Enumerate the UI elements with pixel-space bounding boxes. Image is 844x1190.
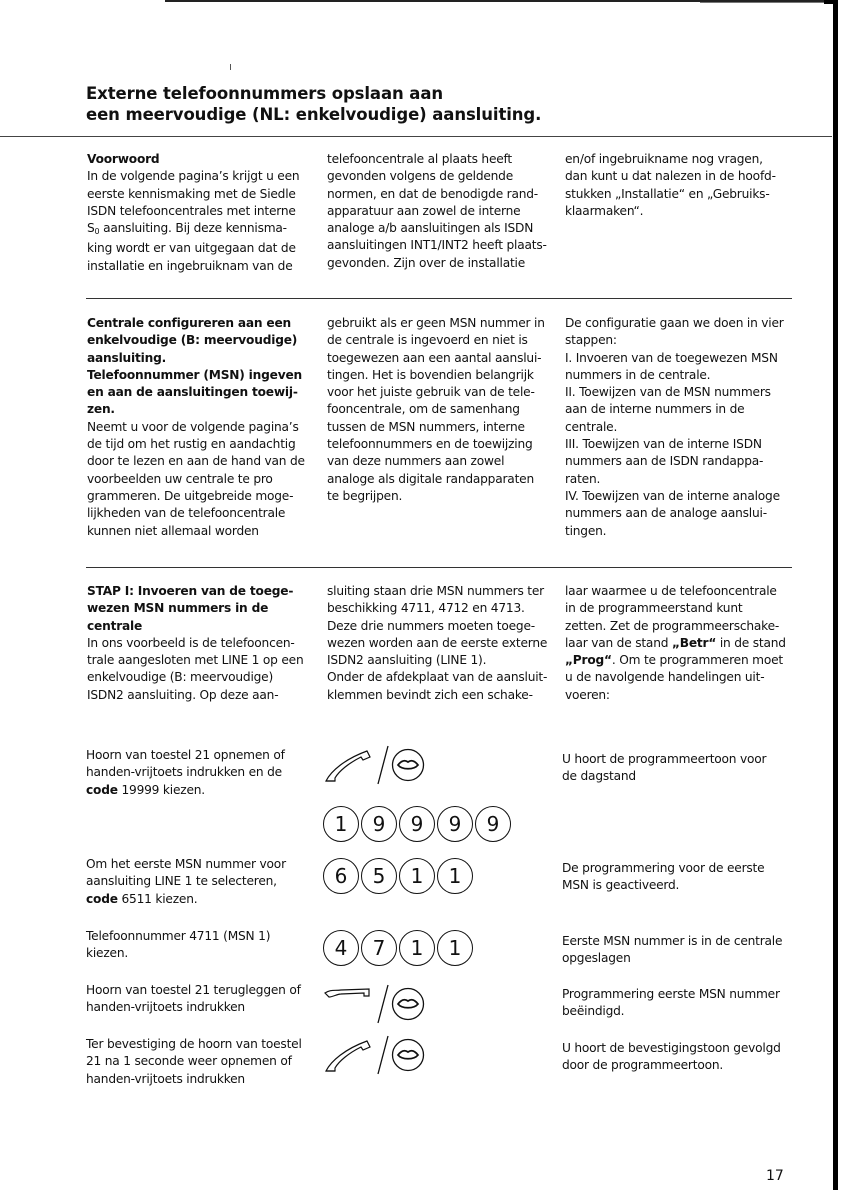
keypad-digit: 6 [323, 858, 359, 894]
step-2-result [562, 860, 802, 895]
code-label: code [86, 782, 118, 797]
step-1-icons [323, 744, 425, 786]
step-list-item: IV. Toewijzen van de interne analoge [565, 488, 780, 503]
text-line: beëindigd. [562, 1004, 625, 1019]
text-line: Neemt u voor de volgende pagina’s [87, 419, 299, 434]
text-line: voor het juiste gebruik van de tele- [327, 385, 535, 400]
step-4-instruction [86, 982, 316, 1017]
section-divider [86, 567, 792, 568]
keypad-digit: 9 [399, 806, 435, 842]
text-line: nummers aan de analoge aanslui- [565, 506, 767, 521]
text-line: Om het eerste MSN nummer voor [86, 857, 286, 871]
keypad-digit: 7 [361, 930, 397, 966]
text-line: Telefoonnummer 4711 (MSN 1) [86, 929, 271, 943]
text-line: voeren: [565, 687, 610, 702]
text-line: analoge als digitale randapparaten [327, 471, 534, 486]
step-3-result [562, 933, 802, 968]
section-heading-line: en aan de aansluitingen toewij- [87, 385, 298, 400]
text-line: tingen. Het is bovendien belangrijk [327, 367, 534, 382]
text-line: tingen. [565, 523, 607, 538]
step-1-result [562, 751, 802, 786]
text-line: voorbeelden uw centrale te pro [87, 471, 273, 486]
text-line: installatie en ingebruiknam van de [87, 258, 293, 273]
section-heading-line: STAP I: Invoeren van de toege- [87, 584, 294, 598]
text-line: Onder de afdekplaat van de aansluit- [327, 670, 548, 685]
text-line: klaarmaken“. [565, 203, 644, 218]
handset-lift-icon [323, 745, 375, 785]
text-line: Hoorn van toestel 21 terugleggen of [86, 983, 301, 997]
keypad-digit: 9 [437, 806, 473, 842]
section-heading-line: centrale [87, 618, 143, 633]
step-list-item: II. Toewijzen van de MSN nummers [565, 385, 771, 400]
text-line: handen-vrijtoets indrukken [86, 1000, 245, 1015]
keypad-sequence-6511 [323, 858, 473, 894]
text-line: Eerste MSN nummer is in de centrale [562, 934, 783, 948]
text-line: Deze drie nummers moeten toege- [327, 618, 535, 633]
keypad-digit: 5 [361, 858, 397, 894]
text-line: fooncentrale, om de samenhang [327, 402, 520, 417]
text-line: In de volgende pagina’s krijgt u een [87, 169, 300, 184]
title-line-2: een meervoudige (NL: enkelvoudige) aansluiting. [86, 105, 542, 124]
text-line: sluiting staan drie MSN nummers ter [327, 584, 544, 598]
text-line: analoge a/b aansluitingen als ISDN [327, 221, 534, 236]
text-line: u de navolgende handelingen uit- [565, 670, 765, 685]
text-line: wezen worden aan de eerste externe [327, 635, 548, 650]
text-line: door de programmeertoon. [562, 1058, 724, 1073]
text-line: beschikking 4711, 4712 en 4713. [327, 601, 525, 616]
s0-symbol: S [87, 221, 95, 236]
text-line: gevonden volgens de geldende [327, 169, 514, 184]
text-line: telefooncentrale al plaats heeft [327, 152, 512, 166]
slash-separator [375, 983, 391, 1025]
text-line: aansluiting LINE 1 te selecteren, [86, 874, 277, 889]
speaker-lips-icon [391, 1038, 425, 1072]
keypad-digit: 1 [399, 858, 435, 894]
step-5-result [562, 1040, 802, 1075]
step-1-instruction [86, 747, 316, 799]
configure-column-1 [87, 315, 312, 540]
text-line: ISDN2 aansluiting (LINE 1). [327, 653, 487, 668]
section-heading-line: Telefoonnummer (MSN) ingeven [87, 367, 303, 382]
text-line: grammeren. De uitgebreide moge- [87, 488, 294, 503]
section-heading-line: zen. [87, 402, 115, 417]
text-line: en/of ingebruikname nog vragen, [565, 152, 763, 166]
step-5-instruction [86, 1036, 316, 1088]
text-fragment: aansluiting. Bij deze kennisma- [103, 221, 287, 236]
foreword-column-1 [87, 151, 312, 275]
step-list-item: III. Toewijzen van de interne ISDN [565, 437, 762, 452]
text-line: klemmen bevindt zich een schake- [327, 687, 533, 702]
step-4-icons [323, 983, 425, 1025]
step-4-result [562, 986, 802, 1021]
text-line: de tijd om het rustig en aandachtig [87, 437, 296, 452]
text-line: in de programmeerstand kunt [565, 601, 743, 616]
keypad-digit: 9 [361, 806, 397, 842]
title-line-1: Externe telefoonnummers opslaan aan [86, 84, 444, 103]
section-heading-line: Centrale configureren aan een [87, 316, 292, 330]
text-line: ISDN2 aansluiting. Op deze aan- [87, 687, 279, 702]
text-line: raten. [565, 471, 601, 486]
text-line: nummers in de centrale. [565, 367, 711, 382]
text-line: In ons voorbeeld is de telefooncen- [87, 635, 295, 650]
text-line: de dagstand [562, 769, 636, 784]
text-line: dan kunt u dat nalezen in de hoofd- [565, 169, 776, 184]
text-line: zetten. Zet de programmeerschake- [565, 618, 780, 633]
text-line: enkelvoudige (B: meervoudige) [87, 670, 274, 685]
title-divider [0, 136, 832, 137]
configure-column-3 [565, 315, 797, 540]
foreword-column-3 [565, 151, 797, 220]
section-heading-line: aansluiting. [87, 350, 167, 365]
text-line: Programmering eerste MSN nummer [562, 987, 780, 1001]
section-divider [86, 298, 792, 299]
text-line: stappen: [565, 333, 617, 348]
text-line: ISDN telefooncentrales met interne [87, 203, 296, 218]
text-line: eerste kennismaking met de Siedle [87, 186, 296, 201]
text-line: De configuratie gaan we doen in vier [565, 316, 784, 330]
switch-position-prog: „Prog“ [565, 653, 612, 668]
text-line: handen-vrijtoets indrukken [86, 1071, 245, 1086]
section-heading-line: enkelvoudige (B: meervoudige) [87, 333, 298, 348]
text-line: door te lezen en aan de hand van de [87, 454, 305, 469]
text-line: Ter bevestiging de hoorn van toestel [86, 1037, 302, 1051]
text-fragment: in de stand [716, 635, 786, 650]
page-number: 17 [766, 1168, 784, 1184]
keypad-digit: 1 [437, 930, 473, 966]
text-line: laar waarmee u de telefooncentrale [565, 584, 777, 598]
step1-column-3 [565, 583, 797, 704]
scan-speck [230, 64, 231, 70]
page-top-edge-shadow [700, 2, 830, 3]
keypad-digit: 1 [399, 930, 435, 966]
text-line: U hoort de bevestigingstoon gevolgd [562, 1041, 781, 1055]
text-line: nummers aan de ISDN randappa- [565, 454, 764, 469]
s0-subscript: 0 [94, 227, 100, 237]
text-line: tussen de MSN nummers, interne [327, 419, 525, 434]
text-line: U hoort de programmeertoon voor [562, 752, 767, 766]
code-value: 19999 kiezen. [117, 782, 205, 797]
switch-position-betr: „Betr“ [671, 635, 717, 650]
text-line: toegewezen aan een aantal aanslui- [327, 350, 542, 365]
text-line: kunnen niet allemaal worden [87, 523, 259, 538]
speaker-lips-icon [391, 987, 425, 1021]
code-line [86, 782, 316, 799]
configure-column-2 [327, 315, 555, 505]
code-label: code [86, 891, 118, 906]
keypad-digit: 1 [323, 806, 359, 842]
text-line: opgeslagen [562, 951, 631, 966]
text-line: gevonden. Zijn over de installatie [327, 255, 526, 270]
page-title [86, 83, 646, 125]
keypad-digit: 1 [437, 858, 473, 894]
text-line-betr [565, 635, 797, 652]
text-line: trale aangesloten met LINE 1 op een [87, 653, 304, 668]
text-line-prog [565, 652, 797, 669]
keypad-sequence-4711 [323, 930, 473, 966]
speaker-lips-icon [391, 748, 425, 782]
step1-column-1 [87, 583, 312, 704]
step-5-icons [323, 1034, 425, 1076]
step-3-instruction [86, 928, 316, 963]
foreword-column-2 [327, 151, 555, 272]
text-line: de centrale is ingevoerd en niet is [327, 333, 528, 348]
text-line-s0 [87, 220, 312, 240]
text-line: van deze nummers aan zowel [327, 454, 505, 469]
text-line: lijkheden van de telefooncentrale [87, 506, 286, 521]
text-line: telefoonnummers en de toewijzing [327, 437, 533, 452]
text-line: handen-vrijtoets indrukken en de [86, 765, 282, 780]
text-fragment: . Om te programmeren moet [611, 653, 783, 668]
text-line: normen, en dat de benodigde rand- [327, 186, 539, 201]
text-line: stukken „Installatie“ en „Gebruiks- [565, 186, 770, 201]
keypad-sequence-19999 [323, 806, 511, 842]
step-2-instruction [86, 856, 316, 908]
section-heading-line: wezen MSN nummers in de [87, 601, 269, 616]
handset-lift-icon [323, 1035, 375, 1075]
text-line: apparatuur aan zowel de interne [327, 203, 521, 218]
page-right-edge [833, 2, 838, 1190]
text-line: De programmering voor de eerste [562, 861, 765, 875]
step-list-item: I. Invoeren van de toegewezen MSN [565, 350, 778, 365]
handset-hangup-icon [323, 984, 375, 1024]
text-fragment: laar van de stand [565, 635, 672, 650]
step1-column-2 [327, 583, 555, 704]
text-line: 21 na 1 seconde weer opnemen of [86, 1054, 292, 1069]
text-line: te begrijpen. [327, 488, 403, 503]
text-line: Hoorn van toestel 21 opnemen of [86, 748, 285, 762]
keypad-digit: 9 [475, 806, 511, 842]
keypad-digit: 4 [323, 930, 359, 966]
text-line: MSN is geactiveerd. [562, 878, 680, 893]
text-line: aan de interne nummers in de [565, 402, 745, 417]
text-line: kiezen. [86, 946, 129, 961]
slash-separator [375, 744, 391, 786]
text-line: centrale. [565, 419, 618, 434]
code-value: 6511 kiezen. [117, 891, 198, 906]
code-line [86, 891, 316, 908]
text-line: aansluitingen INT1/INT2 heeft plaats- [327, 238, 547, 253]
foreword-heading: Voorwoord [87, 152, 160, 166]
slash-separator [375, 1034, 391, 1076]
text-line: king wordt er van uitgegaan dat de [87, 241, 296, 256]
text-line: gebruikt als er geen MSN nummer in [327, 316, 545, 330]
